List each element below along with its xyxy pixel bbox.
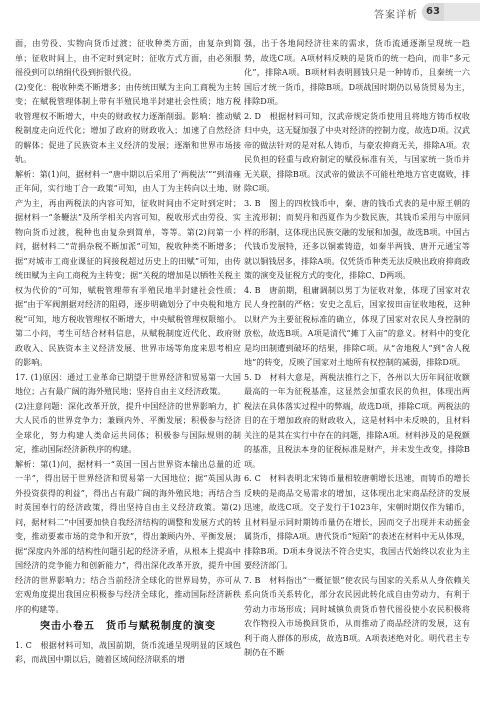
right-column [244, 36, 470, 660]
paragraph: (2)注意问题：深化改革开放，提升中国经济的世界影响力，扩大人民币的世界竞争力；兼顾内外、平衡发展；积极参与经济全球化，努力构建人类命运共同体；积极参与国际规则的制定，推动国际经济新秩序的构建。 [15, 400, 241, 454]
paragraph: 7. B 材料指出“一概征银”使农民与国家的关系从人身依赖关系向货币关系转化，部分农民因此转化成自由劳动力，有利于劳动力市场形成；同时城镇负责货币替代徭役使小农民积极将农作物投入市场换回货币，从而推动了商品经济的发展，这有利于商人群体的形成，故选B项。A项表述绝对化。明代君主专制仍在不断 [244, 574, 470, 657]
paragraph: 强，出于各地间经济往来的需求，货币流通逐渐呈现统一趋势，故选C项。A项材料反映的是货币的统一趋向，而非“多元化”，排除A项。B项材料表明圆钱只是一种铸币，且秦统一六国后才统一货币，排除B项。D项战国时期仍以易货贸易为主，排除D项。 [244, 38, 470, 106]
header-label: 答案详析 [374, 10, 418, 21]
left-column [15, 36, 241, 667]
paragraph: 17. (1)原因：通过工业革命已期望于世界经济和贸易第一大国地位；占有最广阔的海外殖民地；坚持自由主义经济政策。 [15, 371, 241, 396]
paragraph: 4. B 唐前期，租庸调制以男丁为征收对象，体现了国家对农民人身控制的严格；安史之乱后，国家按田亩征收地税，这种以财产为主要征税标准的确立，体现了国家对农民人身控制的放松，故选B项。A项是清代“摊丁入亩”的意义。材料中的变化是均田制遭到破坏的结果，排除C项。从“舍地税人”到“舍人税地”的转变，反映了国家对土地所有权控制的减弱，排除D项。 [244, 284, 470, 367]
paragraph: (2)变化：税收种类不断增多；由传统田赋为主向工商税为主转变；在赋税管理体制上带有半殖民地半封建社会性质；地方税收管理权不断增大，中央的财政权力逐渐削弱。影响：推动赋税制度走向近代化；增加了政府的财政收入；加速了自然经济的解体；促进了民族资本主义经济的发展；逐渐和世界市场接轨。 [15, 81, 241, 164]
page-number: 63 [422, 3, 444, 21]
paragraph: 2. D 根据材料可知，汉武帝规定货币使用且将地方铸币权收归中央，这无疑加强了中央对经济的控制力度，故选D项。汉武帝的做法针对的是对私人铸币，与豪农抑商无关，排除A项。农民负担的轻重与政府制定的赋役标准有关，与国家统一货币并无关联，排除B项。汉武帝的做法不可能杜绝地方官吏腐败，排除C项。 [244, 110, 470, 193]
paragraph: 面，由劳役、实物向货币过渡；征收种类方面，由复杂到简单；征收时间上，由不定时到定时；征收方式方面，由必须服徭役到可以纳绢代役到折银代役。 [15, 38, 241, 77]
paragraph: 5. D 材料大意是，两税法推行之下，各州以大历年间征收额最高的一年为征税基准，这显然会加重农民的负担，体现出两税法在具体落实过程中的弊端，故选D项，排除C项。两税法的目的在于增加政府的财政收入，这是材料中未反映的，且材料关注的是其在实行中存在的问题，排除A项。材料涉及的是税额的基准，且税法本身的征税标准是财产，并未发生改变，排除B项。 [244, 371, 470, 469]
paragraph: 解析：第(1)问，据材料一“唐中期以后采用了‘两税法’”“到清雍正年间，实行地丁合一政策”可知，由人丁为主转向以土地、财产为主，再由两税法的内容可知，征收时间由不定时到定时；据材料一“条鞭法”及所学相关内容可知，税收形式由劳役、实物向货币过渡，税种也由复杂到简单，等等。第(2)问第一小问，据材料二“苛捐杂税不断加派”可知，税收种类不断增多；据“对城市工商业课征的间接税超过历史上的田赋”可知，由传统田赋为主向工商税为主转变；据“关税的增加是以牺牲关税主权为代价的”可知，赋税管理带有半殖民地半封建社会性质；据“由于军阀割据对经济的阻碍，逐步明确划分了中央税和地方税”可知，地方税收管理权不断增大，中央赋税管理权限缩小。第二小问，考生可结合材料信息，从赋税制度近代化、政府财政收入、民族资本主义经济发展、世界市场等角度来思考相应的影响。 [15, 168, 241, 367]
page-header [0, 0, 480, 26]
paragraph: 6. C 材料表明北宋铸币量相较唐朝增长迅速，而铸币的增长反映的是商品交易需求的增加，这体现出北宋商品经济的发展迅速，故选C项。交子发行于1023年，宋朝时期仅作为辅币，且材料显示同时期铸币量仍在增长，因而交子出现并未动摇金属货币，排除A项。唐代货币“短陌”的表述在材料中无从体现，排除B项。D项本身说法不符合史实，我国古代始终以农业为主要经济部门。 [244, 473, 470, 570]
paragraph: 1. C 根据材料可知，战国前期，货币流通呈现明显的区域色彩，而战国中期以后，随着区域间经济联系的增 [15, 639, 241, 664]
section-title: 突击小卷五 货币与赋税制度的演变 [40, 621, 216, 632]
paragraph: 3. B 图上的四枚钱币中，秦、唐的钱币式表的是中原王朝的主流形制；而契丹和西夏作为少数民族，其钱币采用与中原同样的形制，这体现出民族交融的发展和加强，故选B项。中国古代钱币发展特，还多以铜素铸造，如秦半两钱、唐开元通宝等就以铜钱居多，排除A项。仅凭货币种类无法反映出政府抑商政策的演变及征税方式的变化，排除C、D两项。 [244, 197, 470, 280]
page-tab [444, 3, 480, 21]
paragraph: 解析：第(1)问，据材料一“英国一国占世界资本输出总量的近一半”，得出居于世界经济和贸易第一大国地位；据“英国从海外投资获得的利益”，得出占有最广阔的海外殖民地；再结合当时英国奉行的经济政策，得出坚持自由主义经济政策。第(2)问，据材料二“中国要加快自我经济结构的调整和发展方式的转变，推动要素市场的竞争和开放”，得出兼顾内外、平衡发展；据“深度内外部的结构性问题引起的经济矛盾，从根本上提高中国经济的竞争能力和创新能力”，得出深化改革开放，提升中国经济的世界影响力；结合当前经济全球化的世界局势，亦可从宏观角度提出我国应积极参与经济全球化，推动国际经济新秩序的构建等。 [15, 458, 241, 614]
